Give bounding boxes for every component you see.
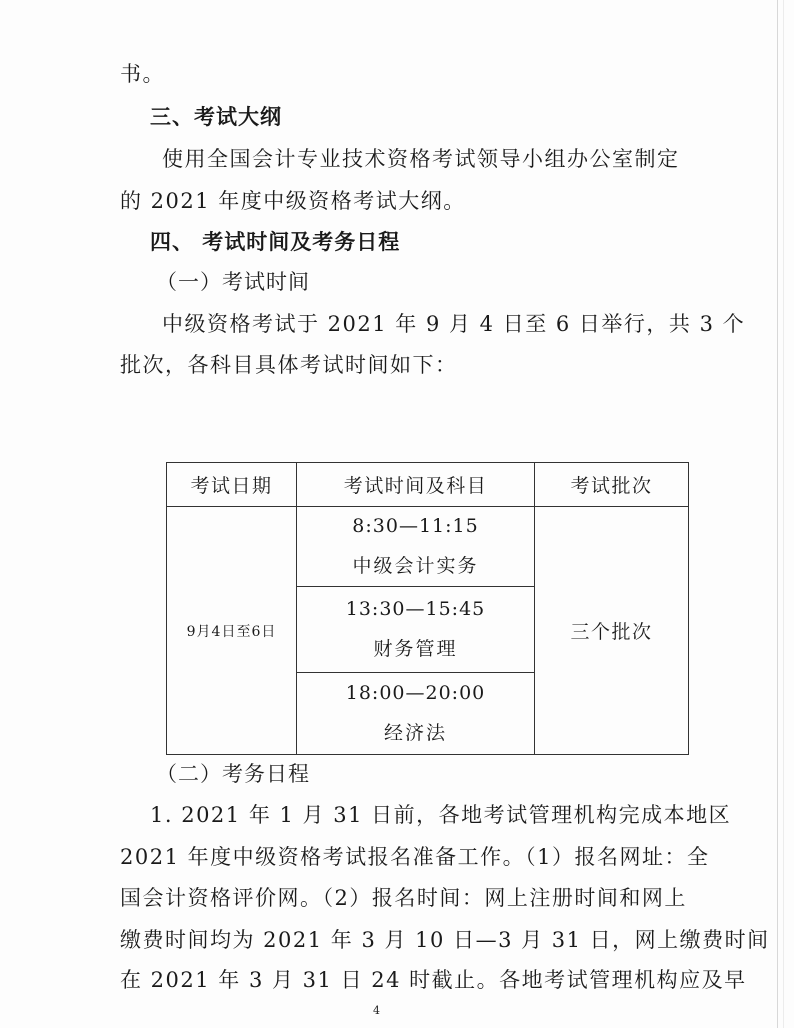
session-subject: 财务管理 (373, 638, 458, 660)
body-text: 使用全国会计专业技术资格考试领导小组办公室制定 (162, 147, 680, 171)
exam-date-cell: 9月4日至6日 (167, 507, 297, 755)
exam-batch-cell: 三个批次 (535, 507, 689, 755)
header-exam-date: 考试日期 (167, 463, 297, 507)
subsection-heading-1: （一）考试时间 (156, 270, 310, 294)
scan-edge (777, 0, 778, 1028)
session-time: 13:30—15:45 (345, 598, 486, 620)
table-row (167, 507, 689, 587)
body-text: 中级资格考试于 2021 年 9 月 4 日至 6 日举行，共 3 个 (162, 312, 746, 336)
session-cell (297, 507, 535, 587)
body-text: 国会计资格评价网。（2）报名时间：网上注册时间和网上 (120, 886, 687, 910)
body-text: 的 2021 年度中级资格考试大纲。 (120, 189, 466, 213)
session-subject: 中级会计实务 (352, 555, 479, 577)
header-exam-batch: 考试批次 (535, 463, 689, 507)
body-text: 2021 年度中级资格考试报名准备工作。（1）报名网址：全 (120, 845, 710, 869)
header-exam-time-subject: 考试时间及科目 (297, 463, 535, 507)
section-heading-4: 四、 考试时间及考务日程 (150, 230, 401, 254)
subsection-heading-2: （二）考务日程 (156, 762, 310, 786)
session-time: 18:00—20:00 (345, 682, 486, 704)
exam-schedule-table (166, 462, 689, 755)
table-header-row (167, 463, 689, 507)
session-cell (297, 587, 535, 673)
body-text: 在 2021 年 3 月 31 日 24 时截止。各地考试管理机构应及早 (120, 968, 747, 992)
body-text: 缴费时间均为 2021 年 3 月 10 日—3 月 31 日，网上缴费时间 (120, 928, 770, 952)
body-text: 书。 (120, 62, 165, 86)
page-number: 4 (373, 1004, 380, 1017)
body-text: 批次，各科目具体考试时间如下： (120, 353, 458, 377)
section-heading-3: 三、考试大纲 (150, 105, 282, 129)
session-subject: 经济法 (383, 722, 447, 744)
body-text: 1. 2021 年 1 月 31 日前，各地考试管理机构完成本地区 (150, 803, 732, 827)
session-time: 8:30—11:15 (352, 515, 479, 537)
scan-edge (783, 0, 784, 1028)
session-cell (297, 673, 535, 755)
